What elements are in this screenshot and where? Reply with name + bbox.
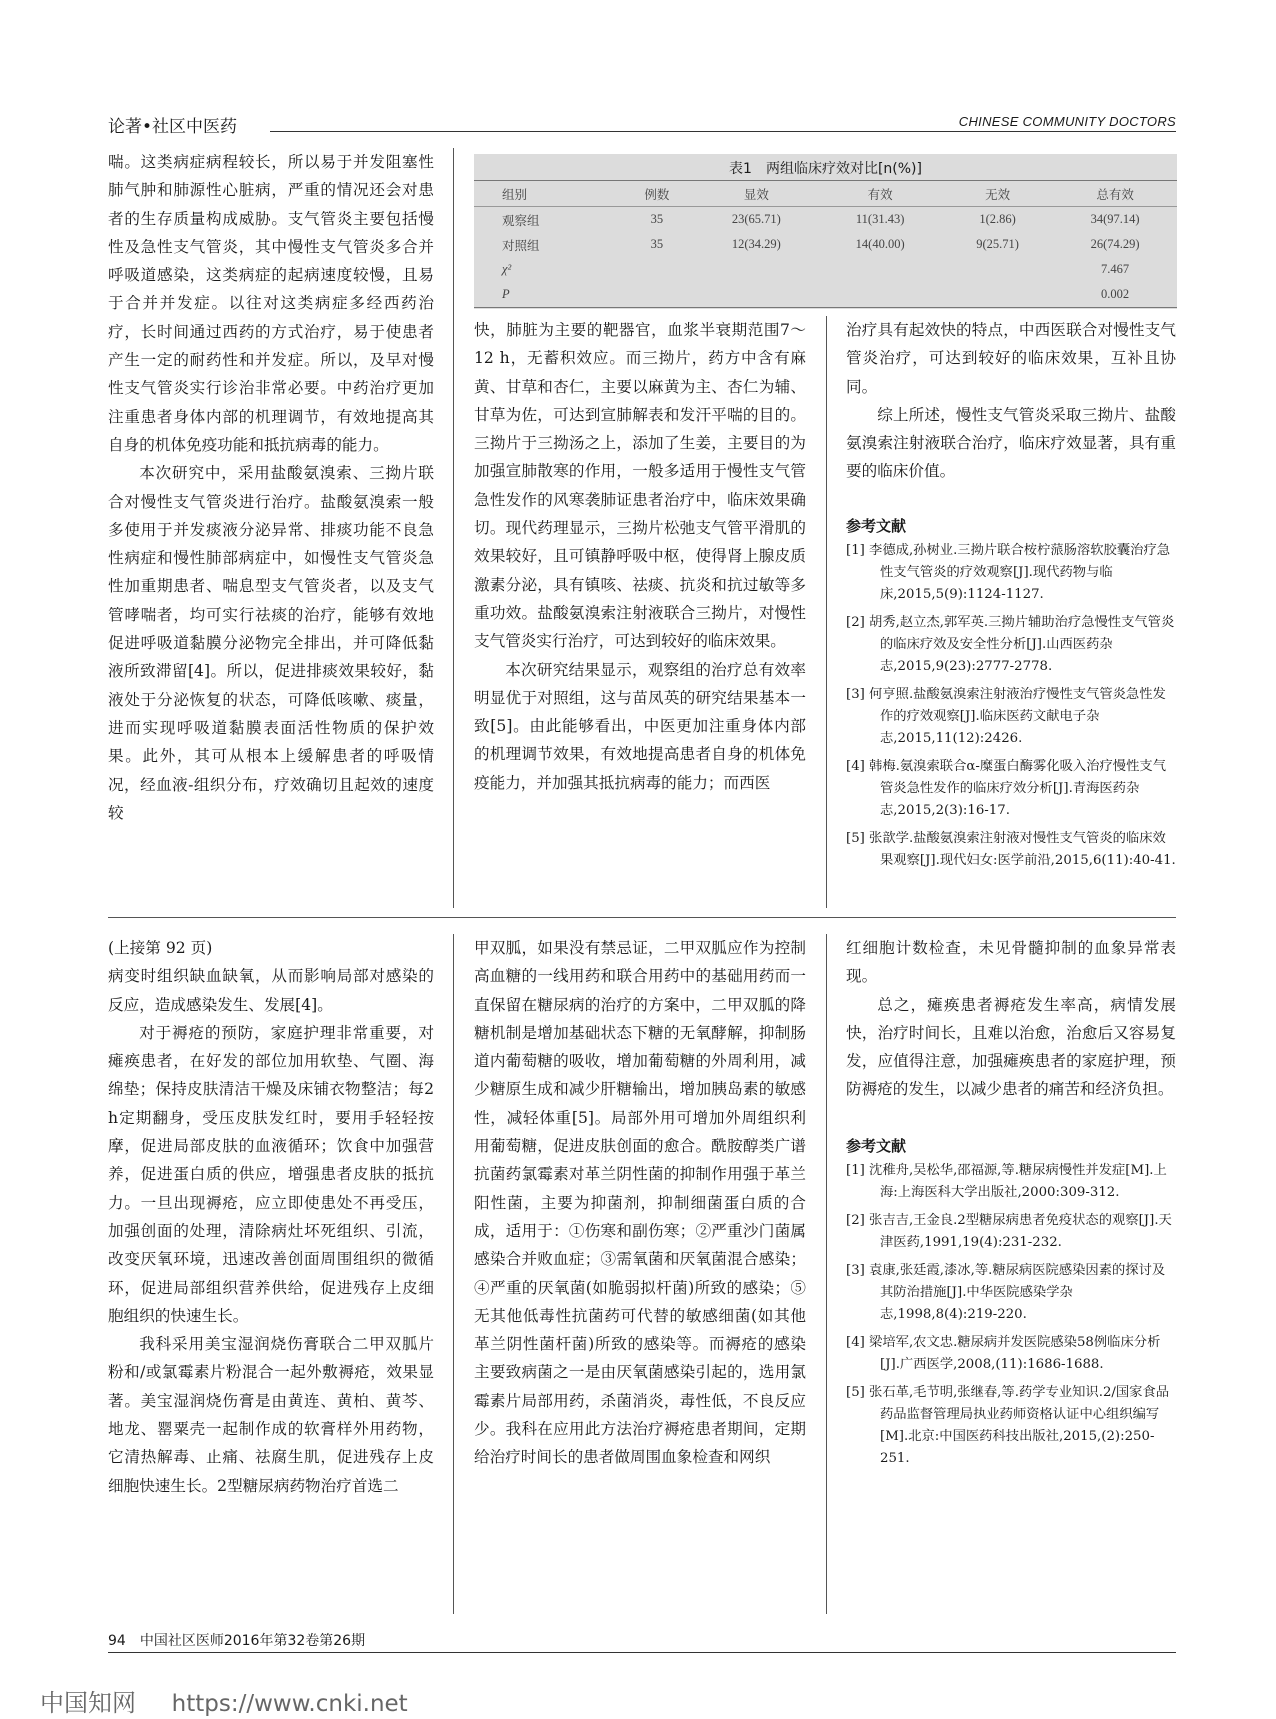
table-cell	[619, 282, 694, 308]
table-cell: 35	[650, 237, 664, 251]
table-cell	[694, 257, 818, 282]
reference-item: [3] 袁康,张廷霞,漆冰,等.糖尿病医院感染因素的探讨及其防治措施[J].中华医院感染学杂志,1998,8(4):219-220.	[846, 1263, 1166, 1323]
paragraph: 快，肺脏为主要的靶器官，血浆半衰期范围7～12 h，无蓄积效应。而三拗片，药方中含有麻黄、甘草和杏仁，主要以麻黄为主、杏仁为辅、甘草为佐，可达到宣肺解表和发汗平喘的目的。三拗片于三拗汤之上，添加了生姜，主要目的为加强宣肺散寒的作用，一般多适用于慢性支气管急性发作的风寒袭肺证患者治疗中，临床效果确切。现代药理显示，三拗片松弛支气管平滑肌的效果较好，且可镇静呼吸中枢，使得肾上腺皮质激素分泌，具有镇咳、祛痰、抗炎和抗过敏等多重功效。盐酸氨溴索注射液联合三拗片，对慢性支气管炎实行治疗，可达到较好的临床效果。	[474, 321, 806, 651]
reference-item: [1] 沈稚舟,吴松华,邵福源,等.糖尿病慢性并发症[M].上海:上海医科大学出版社,2000:309-312.	[846, 1163, 1167, 1201]
reference-item: [2] 张吉吉,王金良.2型糖尿病患者免疫状态的观察[J].天津医药,1991,19(4):231-232.	[846, 1213, 1172, 1251]
table-header-cell: 组别	[474, 181, 619, 207]
table-row	[474, 207, 1177, 233]
table-cell: 1(2.86)	[979, 212, 1016, 226]
table-cell: 34(97.14)	[1090, 212, 1140, 226]
references-heading: 参考文献	[846, 516, 907, 535]
paragraph: 病变时组织缺血缺氧，从而影响局部对感染的反应，造成感染发生、发展[4]。	[108, 967, 434, 1014]
header-rule	[270, 131, 1176, 132]
table-cell: χ²	[502, 262, 512, 276]
lower-column-3	[846, 934, 1176, 1614]
upper-column-3	[846, 316, 1176, 908]
reference-item: [5] 张石革,毛节明,张继春,等.药学专业知识.2/国家食品药品监督管理局执业药师资格认证中心组织编写[M].北京:中国医药科技出版社,2015,(2):250-251.	[846, 1385, 1170, 1467]
table-cell: 14(40.00)	[855, 237, 905, 251]
paragraph: 我科采用美宝湿润烧伤膏联合二甲双胍片粉和/或氯霉素片粉混合一起外敷褥疮，效果显著。美宝湿润烧伤膏是由黄连、黄柏、黄芩、地龙、罂粟壳一起制作成的软膏样外用药物，它清热解毒、止痛、祛腐生肌，促进残存上皮细胞快速生长。2型糖尿病药物治疗首选二	[108, 1335, 434, 1495]
running-header-journal: CHINESE COMMUNITY DOCTORS	[958, 114, 1176, 129]
results-table	[474, 154, 1177, 309]
upper-column-1	[108, 148, 434, 908]
page-footer: 94 中国社区医师2016年第32卷第26期	[108, 1633, 366, 1649]
table-header-cell: 显效	[694, 181, 818, 207]
paragraph: 喘。这类病症病程较长，所以易于并发阻塞性肺气肿和肺源性心脏病，严重的情况还会对患者的生存质量构成威胁。支气管炎主要包括慢性及急性支气管炎，其中慢性支气管炎多合并呼吸道感染，这类病症的起病速度较慢，且易于合并并发症。以往对这类病症多经西药治疗，长时间通过西药的方式治疗，易于使患者产生一定的耐药性和并发症。所以，及早对慢性支气管炎实行诊治非常必要。中药治疗更加注重患者身体内部的机理调节，有效地提高其自身的机体免疫功能和抵抗病毒的能力。	[108, 153, 434, 454]
lower-column-1	[108, 934, 434, 1614]
cnki-brand: 中国知网	[40, 1689, 136, 1717]
column-divider	[826, 316, 827, 908]
table-row	[474, 232, 1177, 257]
table-cell: 观察组	[502, 213, 540, 228]
column-divider	[453, 934, 454, 1614]
paragraph: 红细胞计数检查，未见骨髓抑制的血象异常表现。	[846, 939, 1176, 986]
table-cell	[818, 282, 942, 308]
table-cell: 9(25.71)	[976, 237, 1019, 251]
cnki-url[interactable]: https://www.cnki.net	[171, 1691, 408, 1717]
table-cell	[942, 257, 1053, 282]
paragraph: 治疗具有起效快的特点，中西医联合对慢性支气管炎治疗，可达到较好的临床效果，互补且协同。	[846, 321, 1176, 396]
reference-item: [2] 胡秀,赵立杰,郭军英.三拗片辅助治疗急慢性支气管炎的临床疗效及安全性分析[J].山西医药杂志,2015,9(23):2777-2778.	[846, 615, 1175, 675]
table-cell	[818, 257, 942, 282]
upper-column-2	[474, 316, 806, 908]
table-cell	[942, 282, 1053, 308]
table-cell	[694, 282, 818, 308]
paragraph: 对于褥疮的预防，家庭护理非常重要，对瘫痪患者，在好发的部位加用软垫、气圈、海绵垫；保持皮肤清洁干燥及床铺衣物整洁；每2 h定期翻身，受压皮肤发红时，要用手轻轻按摩，促进局部皮肤的血液循环；饮食中加强营养，促进蛋白质的供应，增强患者皮肤的抵抗力。一旦出现褥疮，应立即使患处不再受压，加强创面的处理，清除病灶坏死组织、引流，改变厌氧环境，迅速改善创面周围组织的微循环，促进局部组织营养供给，促进残存上皮细胞组织的快速生长。	[108, 1023, 434, 1325]
reference-item: [3] 何亨照.盐酸氨溴索注射液治疗慢性支气管炎急性发作的疗效观察[J].临床医药文献电子杂志,2015,11(12):2426.	[846, 687, 1166, 747]
table-cell: 对照组	[502, 238, 540, 253]
section-divider	[108, 917, 1176, 918]
table-cell: 0.002	[1053, 282, 1177, 308]
column-divider	[826, 934, 827, 1614]
paragraph: 总之，瘫痪患者褥疮发生率高，病情发展快，治疗时间长，且难以治愈，治愈后又容易复发，应值得注意，加强瘫痪患者的家庭护理，预防褥疮的发生，以减少患者的痛苦和经济负担。	[846, 995, 1176, 1099]
table-header-cell: 总有效	[1053, 181, 1177, 207]
reference-item: [4] 梁培军,农文忠.糖尿病并发医院感染58例临床分析[J].广西医学,2008,(11):1686-1688.	[846, 1335, 1161, 1373]
table-cell: 12(34.29)	[731, 237, 781, 251]
table-cell: 11(31.43)	[855, 212, 905, 226]
table-header-cell: 例数	[619, 181, 694, 207]
running-header-section: 论著•社区中医药	[108, 117, 238, 137]
paragraph: 综上所述，慢性支气管炎采取三拗片、盐酸氨溴索注射液联合治疗，临床疗效显著，具有重要的临床价值。	[846, 405, 1176, 481]
continuation-note: (上接第 92 页)	[108, 939, 213, 957]
table-header-cell: 无效	[942, 181, 1053, 207]
column-divider	[453, 148, 454, 908]
references-heading: 参考文献	[846, 1136, 907, 1155]
table-header-cell: 有效	[818, 181, 942, 207]
table-cell	[619, 257, 694, 282]
table-row	[474, 257, 1177, 282]
table-row	[474, 282, 1177, 308]
footer-rule	[108, 1652, 1176, 1653]
cnki-watermark	[40, 1683, 408, 1718]
reference-item: [4] 韩梅.氨溴索联合α-糜蛋白酶雾化吸入治疗慢性支气管炎急性发作的临床疗效分析[J].青海医药杂志,2015,2(3):16-17.	[846, 759, 1166, 819]
table-cell: 23(65.71)	[731, 212, 781, 226]
table-header-row	[474, 181, 1177, 207]
lower-column-2	[474, 934, 806, 1614]
reference-item: [1] 李德成,孙树业.三拗片联合桉柠蒎肠溶软胶囊治疗急性支气管炎的疗效观察[J].现代药物与临床,2015,5(9):1124-1127.	[846, 543, 1171, 603]
table-cell: P	[474, 282, 619, 308]
table-cell: 7.467	[1101, 262, 1130, 276]
table-body	[474, 180, 1177, 308]
reference-item: [5] 张歆学.盐酸氨溴索注射液对慢性支气管炎的临床效果观察[J].现代妇女:医学前沿,2015,6(11):40-41.	[846, 831, 1176, 869]
table-title: 表1 两组临床疗效对比[n(%)]	[729, 161, 922, 177]
table-cell: 26(74.29)	[1090, 237, 1140, 251]
paragraph: 本次研究结果显示，观察组的治疗总有效率明显优于对照组，这与苗凤英的研究结果基本一致[5]。由此能够看出，中医更加注重身体内部的机理调节效果，有效地提高患者自身的机体免疫能力，并加强其抵抗病毒的能力；而西医	[474, 660, 806, 792]
paragraph: 甲双胍，如果没有禁忌证，二甲双胍应作为控制高血糖的一线用药和联合用药中的基础用药而一直保留在糖尿病的治疗的方案中，二甲双胍的降糖机制是增加基础状态下糖的无氧酵解，抑制肠道内葡萄糖的吸收，增加葡萄糖的外周利用，减少糖原生成和减少肝糖输出，增加胰岛素的敏感性，减轻体重[5]。局部外用可增加外周组织利用葡萄糖，促进皮肤创面的愈合。酰胺醇类广谱抗菌药氯霉素对革兰阴性菌的抑制作用强于革兰阳性菌，主要为抑菌剂，抑制细菌蛋白质的合成，适用于：①伤寒和副伤寒；②严重沙门菌属感染合并败血症；③需氧菌和厌氧菌混合感染；④严重的厌氧菌(如脆弱拟杆菌)所致的感染；⑤无其他低毒性抗菌药可代替的敏感细菌(如其他革兰阴性菌杆菌)所致的感染等。而褥疮的感染主要致病菌之一是由厌氧菌感染引起的，选用氯霉素片局部用药，杀菌消炎，毒性低，不良反应少。我科在应用此方法治疗褥疮患者期间，定期给治疗时间长的患者做周围血象检查和网织	[474, 939, 806, 1467]
table-cell: 35	[650, 212, 664, 226]
paragraph: 本次研究中，采用盐酸氨溴索、三拗片联合对慢性支气管炎进行治疗。盐酸氨溴索一般多使用于并发痰液分泌异常、排痰功能不良急性病症和慢性肺部病症中，如慢性支气管炎急性加重期患者、喘息型支气管炎者，以及支气管哮喘者，均可实行祛痰的治疗，能够有效地促进呼吸道黏膜分泌物完全排出，并可降低黏液所致滞留[4]。所以，促进排痰效果较好，黏液处于分泌恢复的状态，可降低咳嗽、痰量，进而实现呼吸道黏膜表面活性物质的保护效果。此外，其可从根本上缓解患者的呼吸情况，经血液-组织分布，疗效确切且起效的速度较	[108, 464, 434, 822]
